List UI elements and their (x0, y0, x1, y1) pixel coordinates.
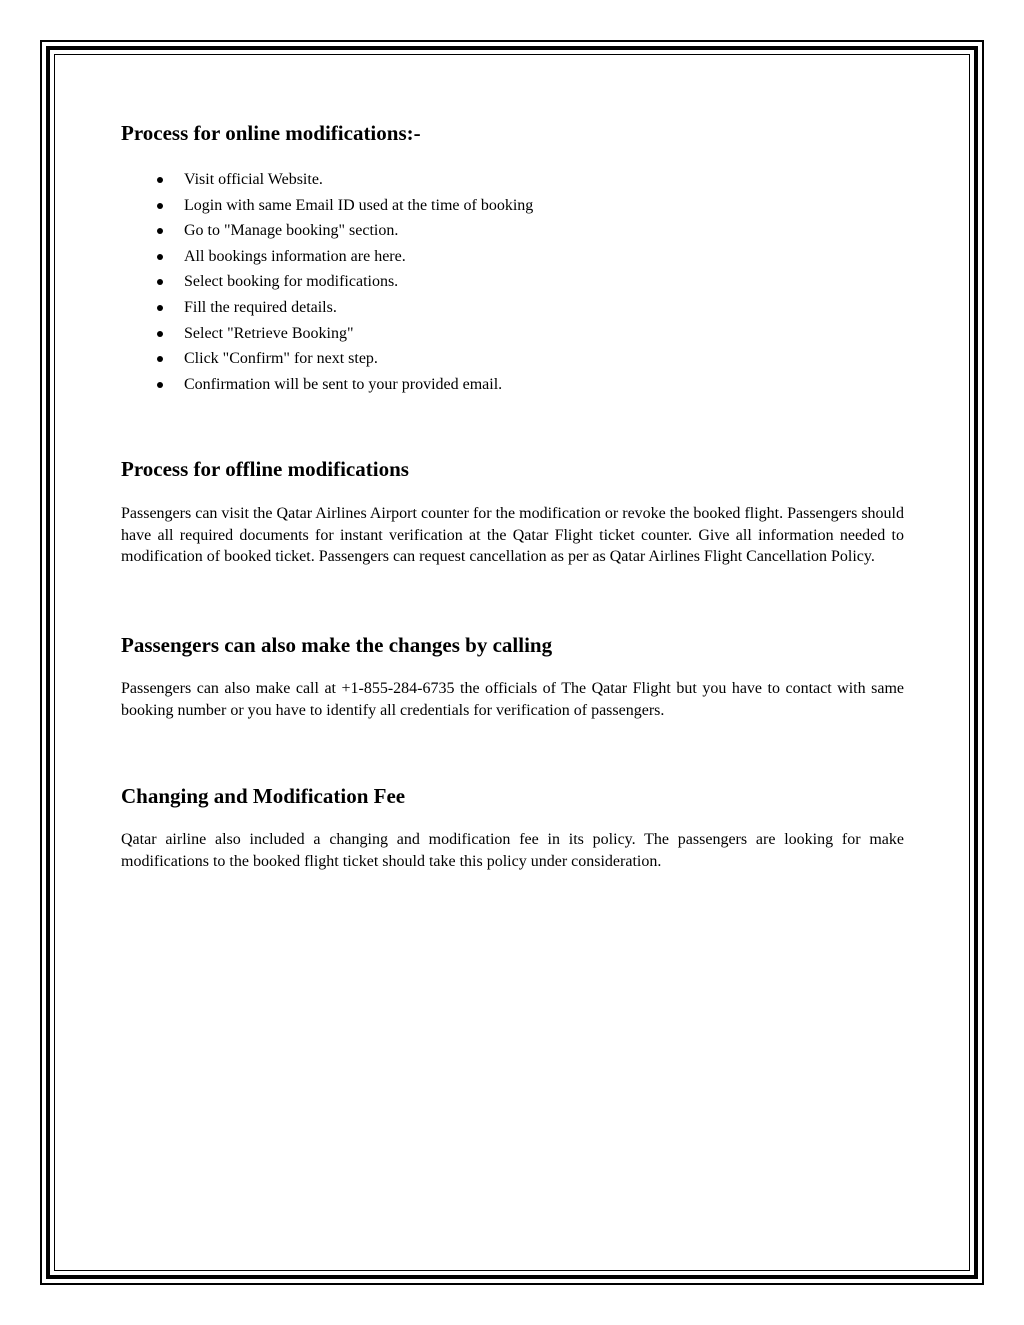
step-text: Click "Confirm" for next step. (184, 350, 378, 368)
list-item (121, 295, 904, 321)
online-modifications-heading: Process for online modifications:- (121, 121, 421, 145)
fee-paragraph: Qatar airline also included a changing and modification fee in its policy. The passengers are looking for make modifications to the booked flight ticket should take this policy under consideration. (121, 831, 904, 870)
calling-paragraph: Passengers can also make call at +1-855-284-6735 the officials of The Qatar Flight but you have to contact with same booking number or you have to identify all credentials for verification of passengers. (121, 680, 904, 719)
list-item (121, 218, 904, 244)
step-text: Fill the required details. (184, 298, 337, 316)
bullet-icon (157, 382, 163, 388)
step-text: Confirmation will be sent to your provided email. (184, 375, 503, 393)
bullet-icon (157, 177, 163, 183)
online-steps-list (121, 167, 904, 397)
list-item (121, 244, 904, 270)
fee-heading: Changing and Modification Fee (121, 784, 406, 808)
list-item (121, 321, 904, 347)
offline-modifications-heading: Process for offline modifications (121, 457, 409, 481)
calling-heading: Passengers can also make the changes by calling (121, 633, 553, 657)
list-item (121, 372, 904, 398)
step-text: Visit official Website. (184, 171, 323, 188)
list-item (121, 346, 904, 372)
bullet-icon (157, 228, 163, 234)
bullet-icon (157, 331, 163, 337)
step-text: Login with same Email ID used at the time of booking (184, 196, 534, 214)
offline-modifications-paragraph: Passengers can visit the Qatar Airlines Airport counter for the modification or revoke the booked flight. Passengers should have all required documents for instant verification at the Qatar Flight ticket counter. Give all information needed to modification of booked ticket. Passengers can request cancellation as per as Qatar Airlines Flight Cancellation Policy. (121, 505, 904, 565)
step-text: All bookings information are here. (184, 247, 406, 265)
step-text: Go to "Manage booking" section. (184, 222, 399, 240)
bullet-icon (157, 203, 163, 209)
bullet-icon (157, 305, 163, 311)
list-item (121, 167, 904, 193)
step-text: Select "Retrieve Booking" (184, 324, 354, 342)
bullet-icon (157, 356, 163, 362)
step-text: Select booking for modifications. (184, 273, 399, 291)
bullet-icon (157, 279, 163, 285)
list-item (121, 193, 904, 219)
bullet-icon (157, 254, 163, 260)
list-item (121, 269, 904, 295)
